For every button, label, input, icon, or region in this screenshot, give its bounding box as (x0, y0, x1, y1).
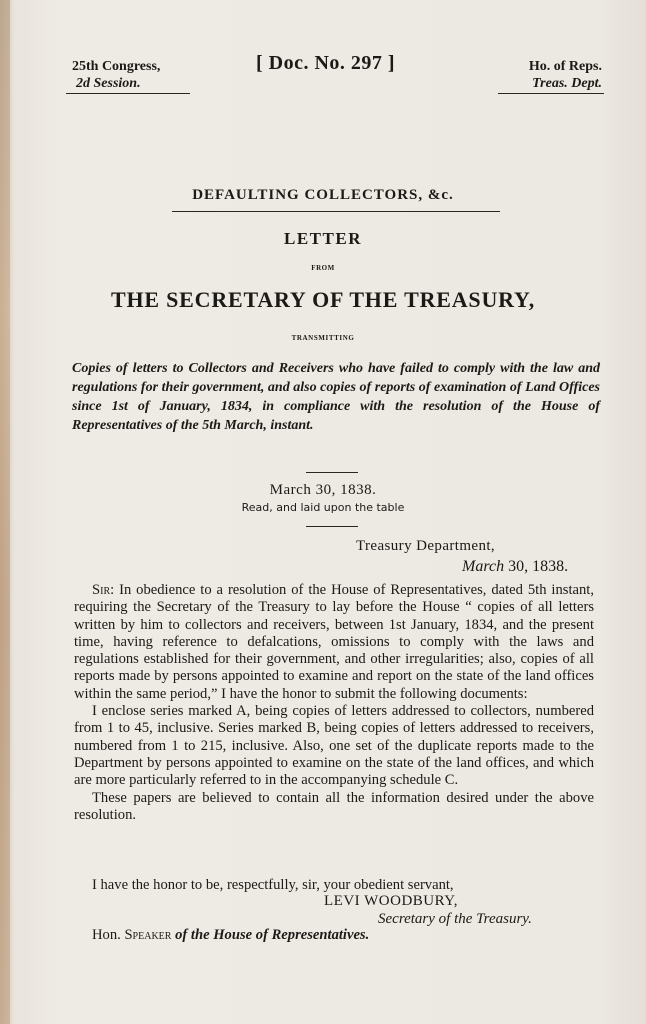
title-rule (172, 211, 500, 212)
letter-date-rest: 30, 1838. (508, 558, 569, 575)
header-house-label: Ho. of Reps. (528, 59, 602, 74)
document-title: DEFAULTING COLLECTORS, &c. (192, 187, 454, 203)
body-paragraph-3: These papers are believed to contain all the information desired under the above resolution. (74, 789, 594, 823)
separator-rule-top (306, 472, 358, 473)
closing-line: I have the honor to be, respectfully, sir, your obedient servant, (92, 877, 454, 893)
header-congress: 25th Congress, (72, 59, 161, 74)
signer-title: Secretary of the Treasury. (378, 911, 532, 927)
report-date: March 30, 1838. (269, 482, 377, 498)
header-house (529, 58, 602, 92)
body-paragraph-2: I enclose series marked A, being copies of letters addressed to collectors, numbered from 1 to 45, inclusive. Series marked B, being copies of letters addressed to receivers, numbered from 1 to 215, inclusive. Also, one set of the duplicate reports made to the Department by persons appointed to examine on the state of the land offices, and which are more particularly referred to in the accompanying schedule C. (74, 703, 594, 789)
author-heading: THE SECRETARY OF THE TREASURY, (110, 287, 536, 312)
read-note: Read, and laid upon the table (241, 501, 405, 514)
document-number: [ Doc. No. 297 ] (256, 52, 396, 74)
addressee-line (92, 927, 369, 944)
transmitting-label: TRANSMITTING (291, 334, 355, 342)
from-label: FROM (311, 264, 335, 272)
addressee-rest: of the House of Representatives. (171, 927, 370, 943)
addressee-speaker: Speaker (124, 927, 172, 943)
addressee-prefix: Hon. (92, 927, 125, 943)
header-right-rule (498, 93, 604, 94)
salutation: Sir (92, 582, 111, 598)
letter-date-month: March (462, 558, 505, 575)
letter-heading: LETTER (284, 229, 362, 248)
separator-rule-bottom (306, 526, 358, 527)
header-department-label: Treas. Dept. (532, 76, 602, 91)
signer-name: LEVI WOODBURY, (324, 893, 458, 909)
letter-date (462, 558, 568, 576)
summary-paragraph: Copies of letters to Collectors and Receivers who have failed to comply with the law and regulations for their government, and also copies of reports of examination of Land Offices since 1st of January, 1834, in compliance with the resolution of the House of Representatives of the 5th March, instant. (72, 361, 600, 433)
header-left-rule (66, 93, 190, 94)
header-session (72, 58, 160, 92)
department-line: Treasury Department, (356, 538, 496, 554)
body-paragraph-1 (74, 582, 594, 703)
letter-body (74, 582, 594, 824)
paragraph-1-text: : In obedience to a resolution of the House of Representatives, dated 5th instant, requiring the Secretary of the Treasury to lay before the House “ copies of all letters written by him to collectors and receivers, between 1st January, 1834, and the present time, having reference to defalcations, omissions to comply with the laws and regulations established for their government, and other irregularities; also, copies of all reports made by persons appointed to examine and report on the state of the land offices within the same period,” I have the honor to submit the following documents: (74, 582, 594, 702)
header-session-label: 2d Session. (76, 76, 141, 91)
